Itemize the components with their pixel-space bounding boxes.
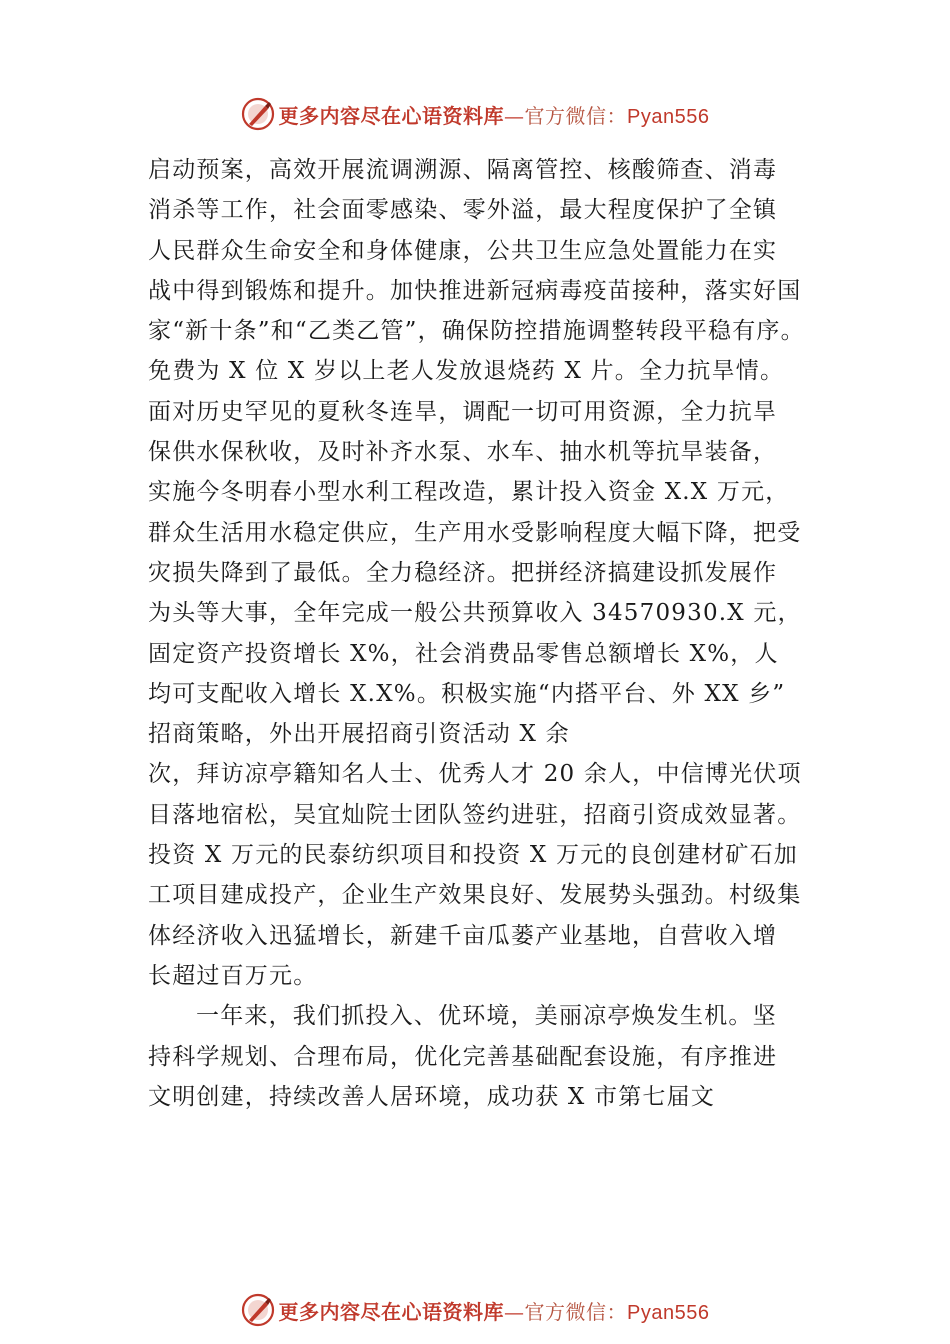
text-line: 固定资产投资增长 X%，社会消费品零售总额增长 X%，人: [148, 640, 779, 667]
text-line: 人民群众生命安全和身体健康，公共卫生应急处置能力在实: [148, 237, 778, 264]
text-line: 群众生活用水稳定供应，生产用水受影响程度大幅下降，把受: [148, 519, 802, 546]
text-line: 次，拜访凉亭籍知名人士、优秀人才 20 余人，中信博光伏项: [148, 761, 802, 788]
header-banner-text: [279, 100, 710, 129]
banner-main-text: 更多内容尽在心语资料库: [278, 103, 505, 128]
text-line: 为头等大事，全年完成一般公共预算收入 34570930.X 元，: [148, 600, 802, 627]
text-line: 启动预案，高效开展流调溯源、隔离管控、核酸筛查、消毒: [148, 157, 778, 183]
banner-wechat-label: 官方微信：: [524, 1299, 628, 1324]
footer-banner: [0, 1290, 950, 1330]
text-line: 实施今冬明春小型水利工程改造，累计投入资金 X.X 万元，: [148, 479, 790, 506]
text-line: 家“新十条”和“乙类乙管”，确保防控措施调整转段平稳有序。: [148, 318, 805, 345]
text-line: 保供水保秋收，及时补齐水泵、水车、抽水机等抗旱装备，: [148, 439, 778, 466]
text-line: 长超过百万元。: [148, 962, 318, 989]
text-line: 均可支配收入增长 X.X%。积极实施“内搭平台、外 XX 乡”: [148, 680, 786, 707]
text-line: 招商策略，外出开展招商引资活动 X 余: [148, 721, 570, 748]
banner-wechat-label: 官方微信：: [524, 103, 628, 128]
footer-banner-text: [279, 1296, 710, 1325]
banner-wechat-id: Pyan556: [627, 105, 710, 128]
text-line: 消杀等工作，社会面零感染、零外溢，最大程度保护了全镇: [148, 197, 778, 224]
brush-pen-logo-icon: [241, 1293, 275, 1327]
text-line: 投资 X 万元的民泰纺织项目和投资 X 万元的良创建材矿石加: [148, 842, 798, 869]
text-line: 战中得到锻炼和提升。加快推进新冠病毒疫苗接种，落实好国: [148, 277, 802, 304]
text-line: 体经济收入迅猛增长，新建千亩瓜蒌产业基地，自营收入增: [148, 922, 778, 949]
text-line: 工项目建成投产，企业生产效果良好、发展势头强劲。村级集: [148, 882, 802, 909]
banner-separator: —: [504, 1299, 525, 1324]
document-body: [148, 150, 828, 1117]
text-line: 灾损失降到了最低。全力稳经济。把拼经济搞建设抓发展作: [148, 559, 778, 586]
text-line: 面对历史罕见的夏秋冬连旱，调配一切可用资源，全力抗旱: [148, 398, 778, 425]
banner-separator: —: [504, 103, 525, 128]
banner-main-text: 更多内容尽在心语资料库: [278, 1299, 505, 1324]
brush-pen-logo-icon: [241, 97, 275, 131]
text-line: 文明创建，持续改善人居环境，成功获 X 市第七届文: [148, 1083, 715, 1110]
text-line: 目落地宿松，吴宜灿院士团队签约进驻，招商引资成效显著。: [148, 801, 802, 828]
text-line: 免费为 X 位 X 岁以上老人发放退烧药 X 片。全力抗旱情。: [148, 358, 785, 385]
paragraph-first-line: 一年来，我们抓投入、优环境，美丽凉亭焕发生机。坚: [196, 1003, 777, 1030]
banner-wechat-id: Pyan556: [627, 1301, 710, 1324]
text-line: 持科学规划、合理布局，优化完善基础配套设施，有序推进: [148, 1043, 778, 1070]
header-banner: [0, 94, 950, 134]
